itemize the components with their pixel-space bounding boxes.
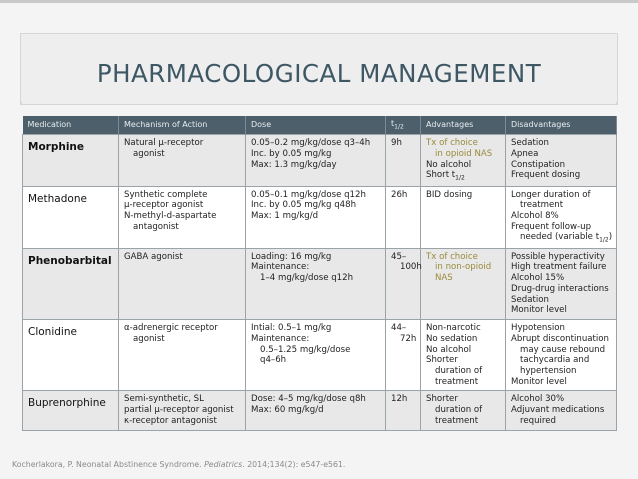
advantages-cell [421, 186, 506, 248]
text-line: q4–6h [260, 355, 287, 366]
text-line: Sedation [511, 138, 549, 149]
text-line: Semi-synthetic, SL [124, 394, 204, 405]
citation-journal: Pediatrics [204, 460, 243, 469]
citation-details: . 2014;134(2): e547-e561. [242, 460, 346, 469]
text-line: agonist [133, 148, 165, 159]
header-medication: Medication [23, 116, 119, 135]
text-line: Dose: 4–5 mg/kg/dose q8h [251, 394, 366, 405]
text-line: Monitor level [511, 305, 567, 316]
text-line: Non-narcotic [426, 323, 481, 334]
text-line: Alcohol 15% [511, 273, 565, 284]
text-line: 12h [391, 394, 408, 405]
text-line: Intial: 0.5–1 mg/kg [251, 323, 332, 334]
text-line: Sedation [511, 294, 549, 305]
citation-text: Kocherlakora, P. Neonatal Abstinence Syndrome. [12, 460, 205, 469]
text-line: Shorter [426, 394, 458, 405]
text-line: 1–4 mg/kg/dose q12h [260, 273, 354, 284]
half-life-cell [386, 186, 421, 248]
text-line: 0.05–0.1 mg/kg/dose q12h [251, 189, 366, 200]
header-dose: Dose [246, 116, 386, 135]
text-line: partial μ-receptor agonist [124, 405, 234, 416]
text-line: treatment [520, 200, 564, 211]
text-line: Apnea [511, 148, 539, 159]
text-line: required [520, 415, 557, 426]
title-band-ticks [21, 102, 617, 105]
text-line: needed (variable $t_{1/2}$) [520, 232, 613, 245]
text-line: Max: 1.3 mg/kg/day [251, 159, 337, 170]
text-line: Longer duration of [511, 189, 591, 200]
dose-cell [246, 391, 386, 430]
text-line: Frequent dosing [511, 170, 581, 181]
text-line: duration of [435, 366, 483, 377]
text-line: Adjuvant medications [511, 405, 605, 416]
text-line: Frequent follow-up [511, 221, 592, 232]
dose-cell [246, 320, 386, 391]
header-half-life: $t_{1/2}$ [386, 116, 421, 135]
half-life-cell [386, 135, 421, 186]
text-line: tachycardia and [520, 355, 590, 366]
text-line: Abrupt discontinuation [511, 333, 609, 344]
text-line: Loading: 16 mg/kg [251, 251, 332, 262]
advantages-cell [421, 320, 506, 391]
text-line: treatment [435, 376, 479, 387]
text-line: 0.5–1.25 mg/kg/dose [260, 344, 351, 355]
text-line: 0.05–0.2 mg/kg/dose q3–4h [251, 138, 371, 149]
text-line: may cause rebound [520, 344, 606, 355]
text-line: μ-receptor agonist [124, 200, 204, 211]
text-line: NAS [435, 273, 453, 284]
table-row [23, 248, 617, 319]
dose-cell [246, 135, 386, 186]
text-line: α-adrenergic receptor [124, 323, 218, 334]
text-line: Monitor level [511, 376, 567, 387]
page-title: PHARMACOLOGICAL MANAGEMENT [96, 58, 542, 88]
text-line: BID dosing [426, 189, 473, 200]
text-line: 44– [391, 323, 407, 334]
advantages-cell [421, 135, 506, 186]
text-line: Possible hyperactivity [511, 251, 605, 262]
disadvantages-cell [506, 391, 617, 430]
mechanism-cell [119, 391, 246, 430]
dose-cell [246, 186, 386, 248]
text-line: Shorter [426, 355, 458, 366]
medication-name: Buprenorphine [23, 391, 119, 430]
table-row [23, 391, 617, 430]
text-line: Tx of choice [426, 138, 478, 149]
medication-name: Morphine [23, 135, 119, 186]
table-row [23, 320, 617, 391]
text-line: 100h [400, 262, 422, 273]
text-line: Tx of choice [426, 251, 478, 262]
text-line: 45– [391, 251, 407, 262]
text-line: Alcohol 30% [511, 394, 565, 405]
text-line: Synthetic complete [124, 189, 208, 200]
title-band [20, 33, 618, 105]
citation [12, 460, 345, 469]
header-advantages: Advantages [421, 116, 506, 135]
text-line: N-methyl-d-aspartate [124, 210, 217, 221]
text-line: 72h [400, 333, 417, 344]
mechanism-cell [119, 248, 246, 319]
text-line: Maintenance: [251, 262, 310, 273]
half-life-cell [386, 248, 421, 319]
text-line: Max: 60 mg/kg/d [251, 405, 324, 416]
disadvantages-cell [506, 320, 617, 391]
medication-name: Clonidine [23, 320, 119, 391]
advantages-cell [421, 248, 506, 319]
text-line: Inc. by 0.05 mg/kg [251, 148, 332, 159]
dose-cell [246, 248, 386, 319]
text-line: High treatment failure [511, 262, 607, 273]
text-line: Alcohol 8% [511, 210, 559, 221]
medication-table [22, 116, 617, 431]
text-line: Short $t_{1/2}$ [426, 170, 465, 183]
text-line: antagonist [133, 221, 179, 232]
medication-name: Phenobarbital [23, 248, 119, 319]
table-row [23, 135, 617, 186]
text-line: duration of [435, 405, 483, 416]
text-line: treatment [435, 415, 479, 426]
text-line: No alcohol [426, 159, 472, 170]
text-line: Maintenance: [251, 333, 310, 344]
text-line: No alcohol [426, 344, 472, 355]
text-line: 26h [391, 189, 408, 200]
text-line: in non-opioid [435, 262, 492, 273]
disadvantages-cell [506, 135, 617, 186]
text-line: Drug-drug interactions [511, 283, 609, 294]
text-line: agonist [133, 333, 165, 344]
text-line: κ-receptor antagonist [124, 415, 217, 426]
table-row [23, 186, 617, 248]
text-line: 9h [391, 138, 402, 149]
mechanism-cell [119, 186, 246, 248]
half-life-cell [386, 391, 421, 430]
mechanism-cell [119, 320, 246, 391]
disadvantages-cell [506, 248, 617, 319]
table-header-row [23, 116, 617, 135]
mechanism-cell [119, 135, 246, 186]
text-line: Hypotension [511, 323, 565, 334]
advantages-cell [421, 391, 506, 430]
header-disadvantages: Disadvantages [506, 116, 617, 135]
text-line: Natural μ-receptor [124, 138, 204, 149]
medication-name: Methadone [23, 186, 119, 248]
disadvantages-cell [506, 186, 617, 248]
text-line: GABA agonist [124, 251, 183, 262]
half-life-cell [386, 320, 421, 391]
text-line: Inc. by 0.05 mg/kg q48h [251, 200, 357, 211]
header-mechanism: Mechanism of Action [119, 116, 246, 135]
text-line: in opioid NAS [435, 148, 493, 159]
text-line: Constipation [511, 159, 566, 170]
text-line: hypertension [520, 366, 577, 377]
text-line: Max: 1 mg/kg/d [251, 210, 319, 221]
text-line: No sedation [426, 333, 478, 344]
